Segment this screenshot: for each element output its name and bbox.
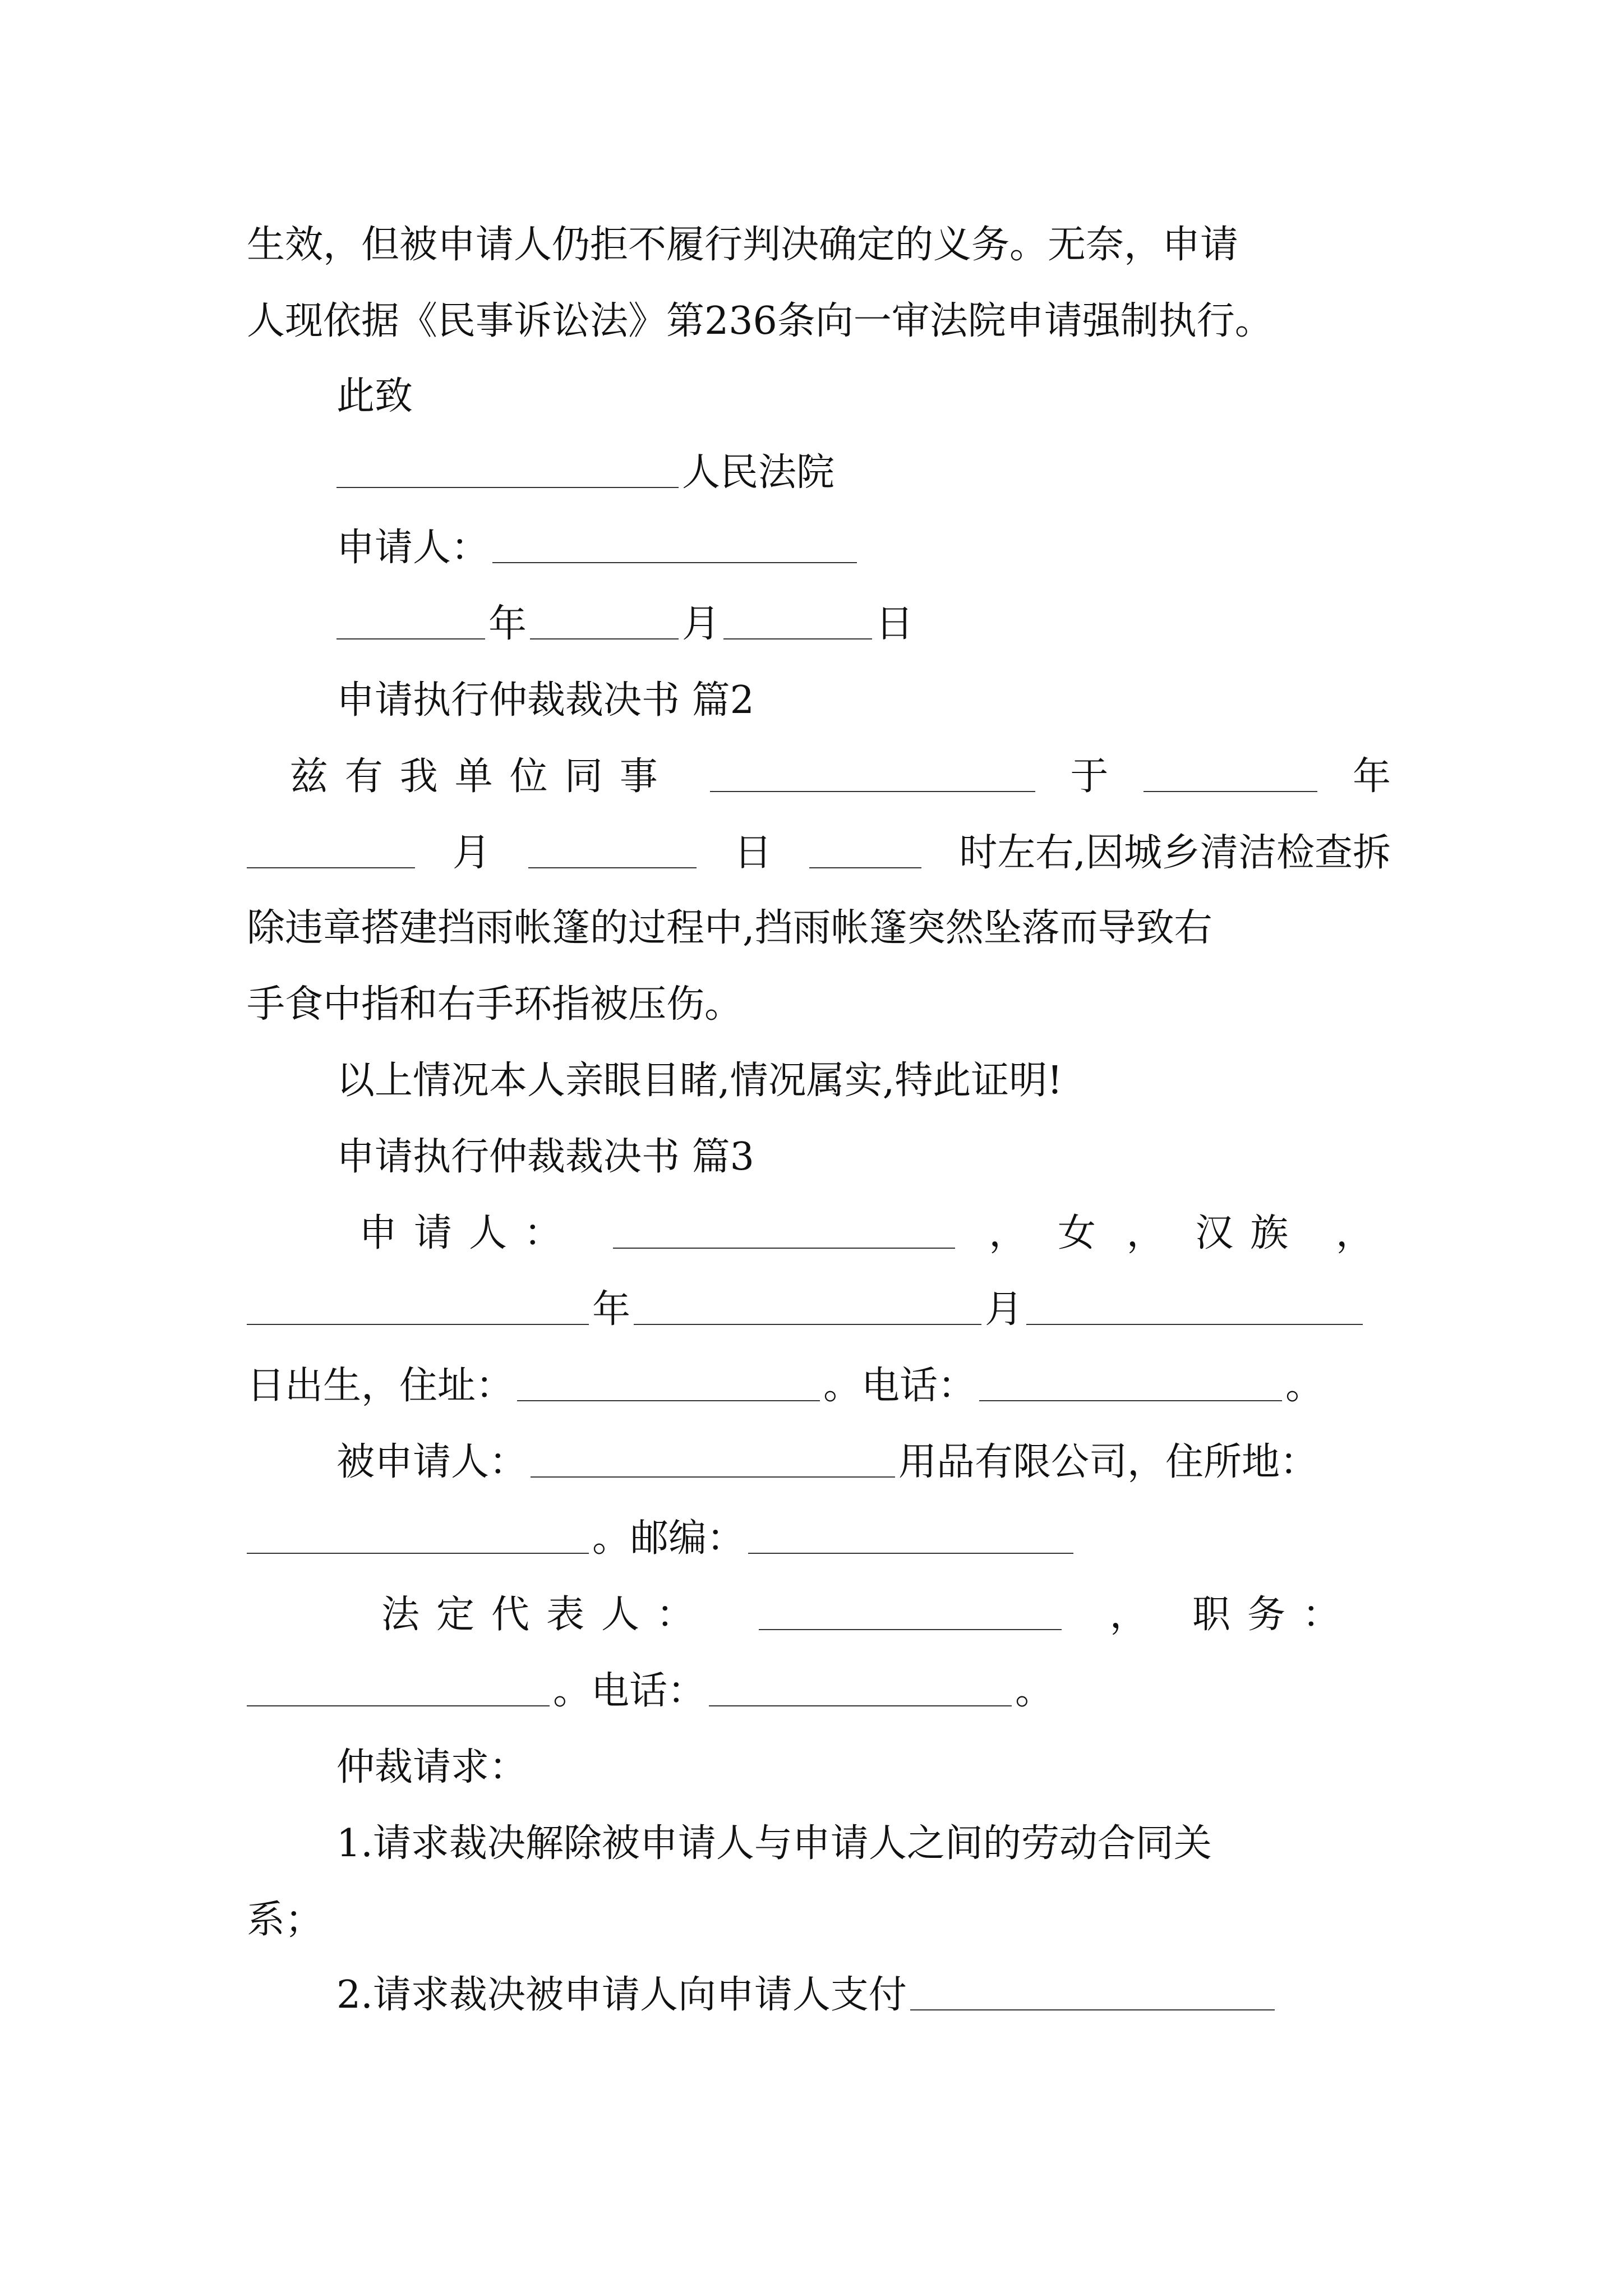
paragraph-line	[247, 214, 1391, 276]
date-month: 月	[682, 602, 721, 646]
request-text: 1.请求裁决解除被申请人与申请人之间的劳动合同关	[336, 1821, 1212, 1866]
blank-field	[247, 1553, 589, 1554]
blank-field	[759, 1629, 1062, 1630]
blank-field	[531, 1476, 895, 1478]
blank-field	[910, 2009, 1275, 2010]
applicant-signature-line	[336, 517, 1391, 579]
request-item-continuation: 系；	[247, 1898, 324, 1942]
applicant-label: 申请人：	[359, 1211, 579, 1255]
paragraph-text: 除违章搭建挡雨帐篷的过程中,挡雨帐篷突然坠落而导致右	[247, 906, 1212, 950]
paragraph-line	[247, 1660, 1391, 1722]
position-label: 职务：	[1192, 1593, 1357, 1637]
date-line	[336, 593, 1391, 655]
address-label: 日出生，住址：	[247, 1364, 514, 1408]
postcode-label: 。邮编：	[592, 1516, 745, 1561]
paragraph-line	[359, 1203, 1374, 1264]
company-label: 用品有限公司，住所地：	[898, 1440, 1318, 1484]
paragraph-text: 年	[1352, 754, 1391, 799]
blank-field	[710, 791, 1035, 792]
paragraph-line	[247, 746, 1391, 808]
blank-field	[247, 1324, 589, 1325]
blank-field	[979, 1400, 1282, 1401]
paragraph-text: 于	[1070, 754, 1109, 799]
blank-field	[809, 867, 921, 868]
paragraph-text: 生效，但被申请人仍拒不履行判决确定的义务。无奈，申请	[247, 223, 1239, 267]
paragraph-line	[336, 1432, 1391, 1493]
punctuation: ，	[1335, 1211, 1374, 1255]
birth-year: 年	[592, 1287, 631, 1332]
phone-label: 。电话：	[823, 1364, 976, 1408]
punctuation: ，	[1126, 1211, 1165, 1255]
respondent-label: 被申请人：	[336, 1440, 528, 1484]
birth-month: 月	[985, 1287, 1023, 1332]
paragraph-line	[247, 291, 1391, 352]
applicant-label: 申请人：	[336, 526, 490, 570]
paragraph-text: 人现依据《民事诉讼法》第236条向一审法院申请强制执行。	[247, 299, 1273, 343]
representative-label: 法定代表人：	[381, 1593, 712, 1637]
paragraph-line	[247, 1279, 1391, 1341]
gender: 女	[1057, 1211, 1096, 1255]
blank-field	[336, 638, 485, 639]
blank-field	[492, 562, 857, 563]
blank-field	[530, 638, 679, 639]
blank-field	[528, 867, 697, 868]
blank-field	[336, 487, 679, 488]
section-heading: 申请执行仲裁裁决书 篇2	[336, 678, 754, 723]
date-day: 日	[875, 602, 914, 646]
blank-field	[723, 638, 872, 639]
court-line	[336, 442, 1391, 504]
punctuation: 。	[1285, 1364, 1324, 1408]
blank-field	[634, 1324, 981, 1325]
phone-label: 。电话：	[553, 1669, 706, 1713]
blank-field	[613, 1248, 955, 1249]
paragraph-text: 月	[452, 831, 491, 875]
blank-field	[1144, 791, 1317, 792]
blank-field	[247, 1705, 550, 1706]
ethnicity: 汉族	[1195, 1211, 1306, 1255]
court-suffix: 人民法院	[682, 450, 835, 495]
paragraph-line	[247, 1508, 1391, 1570]
blank-field	[247, 867, 415, 868]
paragraph-line	[247, 974, 1391, 1036]
date-year: 年	[488, 602, 527, 646]
blank-field	[517, 1400, 820, 1401]
paragraph-line	[247, 1355, 1391, 1417]
section-heading: 申请执行仲裁裁决书 篇3	[336, 1135, 754, 1179]
paragraph-text: 手食中指和右手环指被压伤。	[247, 982, 743, 1027]
paragraph-text: 时左右,因城乡清洁检查拆	[959, 831, 1391, 875]
request-heading: 仲裁请求：	[336, 1745, 528, 1789]
punctuation: 。	[1015, 1669, 1054, 1713]
request-item	[336, 1964, 1391, 2026]
paragraph-line	[247, 822, 1391, 884]
paragraph-line: 以上情况本人亲眼目睹,情况属实,特此证明!	[336, 1059, 1063, 1103]
request-text: 2.请求裁决被申请人向申请人支付	[336, 1973, 907, 2017]
blank-field	[748, 1553, 1073, 1554]
paragraph-line	[381, 1584, 1357, 1646]
paragraph-text: 日	[734, 831, 772, 875]
blank-field	[1026, 1324, 1363, 1325]
blank-field	[709, 1705, 1012, 1706]
paragraph-line	[247, 898, 1391, 959]
paragraph-text: 兹有我单位同事	[289, 754, 675, 799]
punctuation: ，	[989, 1211, 1027, 1255]
punctuation: ，	[1109, 1593, 1148, 1637]
request-item	[336, 1813, 1391, 1875]
salutation: 此致	[336, 374, 413, 418]
